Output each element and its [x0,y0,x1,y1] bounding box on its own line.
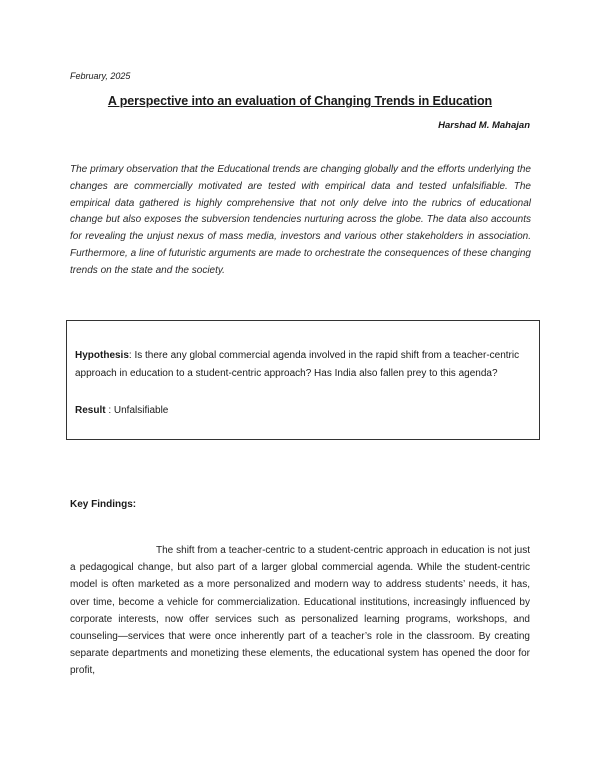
hypothesis-statement [75,347,530,382]
author-name: Harshad M. Mahajan [438,120,530,131]
result-label: Result [75,405,106,416]
result-statement [75,405,168,416]
hypothesis-text: : Is there any global commercial agenda involved in the rapid shift from a teacher-centric approach in education to a student-centric approach? Has India also fallen prey to this agenda? [75,350,520,379]
abstract-paragraph: The primary observation that the Educational trends are changing globally and the efforts underlying the changes are commercially motivated are tested with empirical data and tested unfalsifiable. The empirical data gathered is highly comprehensive that not only delve into the rubrics of educational change but also exposes the subversion tendencies nurturing across the globe. The data also accounts for revealing the unjust nexus of mass media, investors and various other stakeholders in association. Furthermore, a line of futuristic arguments are made to orchestrate the consequences of these changing trends on the state and the society. [70,164,531,276]
key-findings-text: The shift from a teacher-centric to a student-centric approach in education is not just a pedagogical change, but also part of a larger global commercial agenda. While the student-centric model is often marketed as a more personalized and modern way to address students’ needs, it has, over time, become a vehicle for commercialization. Educational institutions, increasingly influenced by corporate interests, now offer services such as personalized learning programs, workshops, and counseling—services that were once inherently part of a teacher’s role in the classroom. By creating separate departments and monetizing these elements, the educational system has opened the door for profit, [70,545,530,677]
paper-title: A perspective into an evaluation of Changing Trends in Education [107,94,493,108]
result-value: : Unfalsifiable [105,405,169,416]
hypothesis-box [66,320,540,440]
publication-date: February, 2025 [70,71,131,81]
hypothesis-label: Hypothesis [75,350,129,361]
key-findings-paragraph [70,542,530,680]
key-findings-heading: Key Findings: [70,499,137,510]
